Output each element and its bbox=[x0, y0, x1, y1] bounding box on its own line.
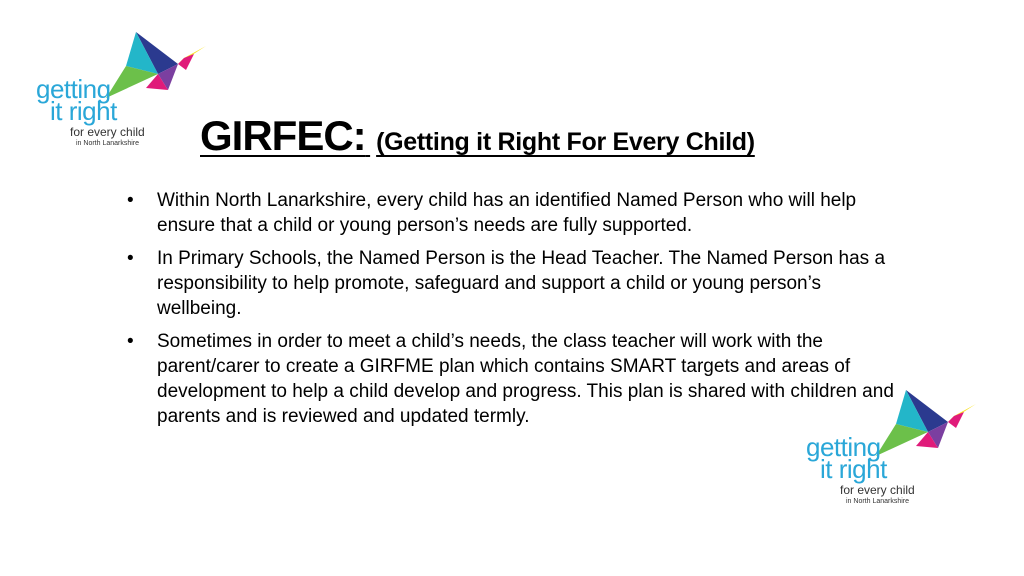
title-subtitle: (Getting it Right For Every Child) bbox=[376, 128, 755, 156]
logo-line-2: it right bbox=[50, 96, 117, 126]
logo-line-4: in North Lanarkshire bbox=[846, 498, 910, 505]
getting-it-right-logo-bottom bbox=[806, 388, 976, 513]
bullet-text: Within North Lanarkshire, every child has an identified Named Person who will help ensure that a child or young person’s needs are fully supported. bbox=[157, 190, 857, 236]
slide-title bbox=[200, 112, 755, 160]
bullet-item bbox=[124, 329, 894, 429]
logo-line-4: in North Lanarkshire bbox=[76, 140, 140, 147]
bullet-list bbox=[124, 188, 894, 437]
bullet-text: In Primary Schools, the Named Person is the Head Teacher. The Named Person has a responsibility to help promote, safeguard and support a child or young person’s wellbeing. bbox=[157, 248, 886, 319]
bullet-dot: • bbox=[127, 190, 134, 211]
logo-line-3: for every child bbox=[70, 125, 145, 139]
bullet-text: Sometimes in order to meet a child’s needs, the class teacher will work with the parent/carer to create a GIRFME plan which contains SMART targets and areas of development to help a child develop and progress. This plan is shared with children and parents and is reviewed and updated termly. bbox=[157, 331, 894, 427]
logo-line-3: for every child bbox=[840, 483, 915, 497]
getting-it-right-logo bbox=[36, 30, 206, 155]
bullet-item bbox=[124, 246, 894, 321]
logo-line-2: it right bbox=[820, 454, 887, 484]
logo-line-1: getting bbox=[36, 74, 111, 104]
bullet-dot: • bbox=[127, 248, 134, 269]
bullet-item bbox=[124, 188, 894, 238]
bullet-dot: • bbox=[127, 331, 134, 352]
logo-line-1: getting bbox=[806, 432, 881, 462]
bird-icon bbox=[866, 388, 976, 458]
bird-icon bbox=[96, 30, 206, 100]
title-main: GIRFEC: bbox=[200, 112, 366, 159]
